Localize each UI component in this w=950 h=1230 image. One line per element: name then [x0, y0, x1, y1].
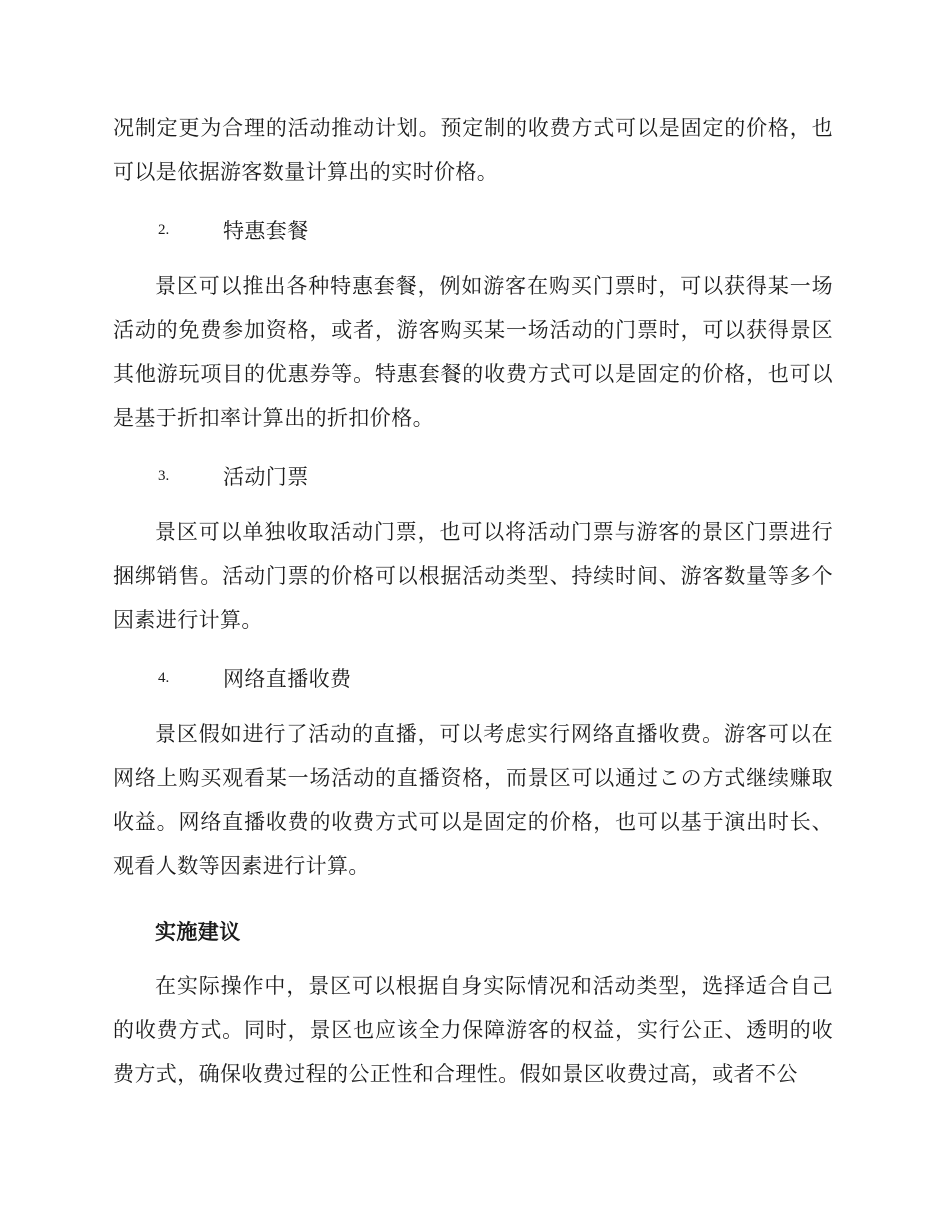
list-item-number: 3. [158, 467, 170, 484]
section-heading: 实施建议 [155, 919, 241, 944]
list-item-event-ticket [113, 454, 833, 498]
document-body [113, 106, 833, 1096]
paragraph-live-stream-fee: 景区假如进行了活动的直播，可以考虑实行网络直播收费。游客可以在网络上购买观看某一场活动的直播资格，而景区可以通过この方式继续赚取收益。网络直播收费的收费方式可以是固定的价格，也可以基于演出时长、观看人数等因素进行计算。 [113, 722, 833, 878]
paragraph-continuation: 况制定更为合理的活动推动计划。预定制的收费方式可以是固定的价格，也可以是依据游客数量计算出的实时价格。 [113, 116, 833, 184]
paragraph-event-ticket: 景区可以单独收取活动门票，也可以将活动门票与游客的景区门票进行捆绑销售。活动门票的价格可以根据活动类型、持续时间、游客数量等多个因素进行计算。 [113, 520, 833, 632]
paragraph-special-package: 景区可以推出各种特惠套餐，例如游客在购买门票时，可以获得某一场活动的免费参加资格，或者，游客购买某一场活动的门票时，可以获得景区其他游玩项目的优惠券等。特惠套餐的收费方式可以是固定的价格，也可以是基于折扣率计算出的折扣价格。 [113, 274, 833, 430]
list-item-title: 活动门票 [223, 465, 309, 489]
list-item-title: 网络直播收费 [223, 667, 352, 691]
list-item-number: 2. [158, 221, 170, 238]
list-item-title: 特惠套餐 [223, 219, 309, 243]
list-item-special-package [113, 208, 833, 252]
list-item-number: 4. [158, 669, 170, 686]
paragraph-implementation: 在实际操作中，景区可以根据自身实际情况和活动类型，选择适合自己的收费方式。同时，景区也应该全力保障游客的权益，实行公正、透明的收费方式，确保收费过程的公正性和合理性。假如景区收费过高，或者不公 [113, 974, 833, 1086]
list-item-live-stream-fee [113, 656, 833, 700]
